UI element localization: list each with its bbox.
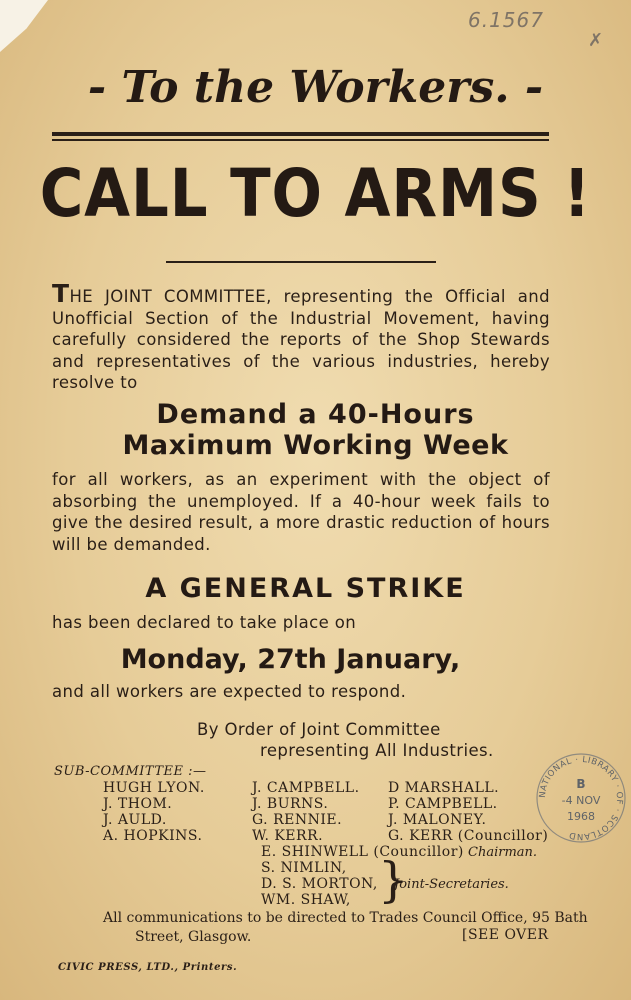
torn-corner: [0, 0, 48, 52]
strike-respond: and all workers are expected to respond.: [52, 682, 407, 701]
order-line-1: By Order of Joint Committee: [197, 720, 441, 739]
strike-heading: A GENERAL STRIKE: [145, 573, 466, 604]
stamp-date: -4 NOV: [561, 794, 601, 807]
stamp-letter: B: [576, 777, 586, 791]
intro-text: HE JOINT COMMITTEE, representing the Official and Unofficial Section of the Industrial Movement, having carefully considered the reports of the Shop Stewards and representatives of the various industries, hereby resolve to: [52, 287, 550, 392]
member-name: G. RENNIE.: [252, 812, 343, 828]
member-name: P. CAMPBELL.: [388, 796, 498, 812]
secretary-name: WM. SHAW,: [261, 892, 351, 908]
subcommittee-col1: [103, 780, 205, 844]
library-stamp: [533, 750, 629, 846]
footer-line-2: Street, Glasgow.: [135, 929, 252, 945]
chairman-name: E. SHINWELL (Councillor): [261, 844, 464, 860]
page-title: - To the Workers. -: [87, 62, 544, 113]
top-rule-thick: [52, 132, 549, 136]
stamp-year: 1968: [567, 810, 595, 823]
member-name: HUGH LYON.: [103, 780, 205, 796]
subcommittee-col2: [252, 780, 360, 844]
member-name: J. AULD.: [103, 812, 167, 828]
stamp-ring-text: NATIONAL · LIBRARY · OF · SCOTLAND: [537, 754, 625, 842]
member-name: D MARSHALL.: [388, 780, 500, 796]
demand-line-2: Maximum Working Week: [122, 430, 509, 461]
member-name: G. KERR (Councillor): [388, 828, 549, 844]
member-name: J. MALONEY.: [388, 812, 487, 828]
secretaries-role: Joint-Secretaries.: [394, 877, 509, 892]
member-name: J. THOM.: [103, 796, 173, 812]
subcommittee-col3: [388, 780, 548, 844]
secretary-name: S. NIMLIN,: [261, 860, 347, 876]
intro-paragraph: [52, 279, 550, 394]
secretaries-list: [261, 860, 378, 908]
member-name: J. CAMPBELL.: [252, 780, 360, 796]
top-rule-thin: [52, 139, 549, 141]
see-over: [SEE OVER: [462, 927, 549, 943]
member-name: A. HOPKINS.: [103, 828, 203, 844]
footer-line-1: All communications to be directed to Trades Council Office, 95 Bath: [103, 910, 588, 926]
member-name: J. BURNS.: [252, 796, 329, 812]
demand-line-1: Demand a 40-Hours: [156, 399, 475, 430]
headline-rule: [166, 261, 436, 263]
accession-mark: ✗: [588, 30, 604, 51]
secretaries-brace: }: [378, 852, 409, 908]
order-line-2: representing All Industries.: [260, 741, 494, 760]
printer-imprint: CIVIC PRESS, LTD., Printers.: [58, 962, 238, 973]
accession-number: 6.1567: [468, 8, 544, 32]
subcommittee-label: SUB-COMMITTEE :—: [54, 764, 207, 779]
dropcap: T: [52, 279, 70, 308]
strike-declared: has been declared to take place on: [52, 613, 357, 632]
member-name: W. KERR.: [252, 828, 324, 844]
strike-date: Monday, 27th January,: [120, 644, 461, 675]
experiment-paragraph: for all workers, as an experiment with the object of absorbing the unemployed. If a 40-hour week fails to give the desired result, a more drastic reduction of hours will be demanded.: [52, 470, 550, 554]
secretary-name: D. S. MORTON,: [261, 876, 378, 892]
chairman-role: Chairman.: [468, 845, 538, 860]
headline: CALL TO ARMS !: [39, 155, 592, 232]
